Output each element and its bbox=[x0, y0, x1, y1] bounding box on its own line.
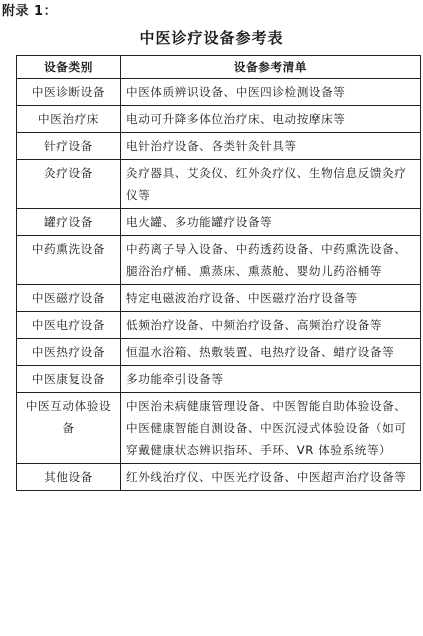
category-cell: 中医互动体验设备 bbox=[17, 393, 121, 464]
category-cell: 中医诊断设备 bbox=[17, 79, 121, 106]
equipment-reference-table bbox=[16, 55, 421, 491]
column-header-category: 设备类别 bbox=[17, 56, 121, 79]
table-row bbox=[17, 339, 421, 366]
table-row bbox=[17, 464, 421, 491]
category-cell: 中医热疗设备 bbox=[17, 339, 121, 366]
category-cell: 灸疗设备 bbox=[17, 160, 121, 209]
category-cell: 罐疗设备 bbox=[17, 209, 121, 236]
table-row bbox=[17, 236, 421, 285]
table-row bbox=[17, 366, 421, 393]
equipment-list-cell: 中医治未病健康管理设备、中医智能自助体验设备、中医健康智能自测设备、中医沉浸式体验设备（如可穿戴健康状态辨识指环、手环、VR 体验系统等） bbox=[121, 393, 421, 464]
equipment-list-cell: 灸疗器具、艾灸仪、红外灸疗仪、生物信息反馈灸疗仪等 bbox=[121, 160, 421, 209]
category-cell: 中医治疗床 bbox=[17, 106, 121, 133]
category-cell: 针疗设备 bbox=[17, 133, 121, 160]
document-title: 中医诊疗设备参考表 bbox=[139, 29, 284, 47]
equipment-list-cell: 多功能牵引设备等 bbox=[121, 366, 421, 393]
equipment-list-cell: 电针治疗设备、各类针灸针具等 bbox=[121, 133, 421, 160]
equipment-list-cell: 恒温水浴箱、热敷装置、电热疗设备、蜡疗设备等 bbox=[121, 339, 421, 366]
equipment-list-cell: 特定电磁波治疗设备、中医磁疗治疗设备等 bbox=[121, 285, 421, 312]
equipment-list-cell: 电动可升降多体位治疗床、电动按摩床等 bbox=[121, 106, 421, 133]
table-row bbox=[17, 312, 421, 339]
table-row bbox=[17, 79, 421, 106]
appendix-label: 附录 1： bbox=[2, 4, 58, 19]
table-row bbox=[17, 209, 421, 236]
equipment-list-cell: 低频治疗设备、中频治疗设备、高频治疗设备等 bbox=[121, 312, 421, 339]
category-cell: 其他设备 bbox=[17, 464, 121, 491]
table-row bbox=[17, 160, 421, 209]
category-cell: 中药熏洗设备 bbox=[17, 236, 121, 285]
category-cell: 中医电疗设备 bbox=[17, 312, 121, 339]
category-cell: 中医磁疗设备 bbox=[17, 285, 121, 312]
equipment-list-cell: 电火罐、多功能罐疗设备等 bbox=[121, 209, 421, 236]
column-header-list: 设备参考清单 bbox=[121, 56, 421, 79]
equipment-list-cell: 中医体质辨识设备、中医四诊检测设备等 bbox=[121, 79, 421, 106]
equipment-list-cell: 红外线治疗仪、中医光疗设备、中医超声治疗设备等 bbox=[121, 464, 421, 491]
table-row bbox=[17, 133, 421, 160]
table-row bbox=[17, 106, 421, 133]
equipment-list-cell: 中药离子导入设备、中药透药设备、中药熏洗设备、腿浴治疗桶、熏蒸床、熏蒸舱、婴幼儿药浴桶等 bbox=[121, 236, 421, 285]
table-row bbox=[17, 393, 421, 464]
table-header-row bbox=[17, 56, 421, 79]
table-row bbox=[17, 285, 421, 312]
category-cell: 中医康复设备 bbox=[17, 366, 121, 393]
